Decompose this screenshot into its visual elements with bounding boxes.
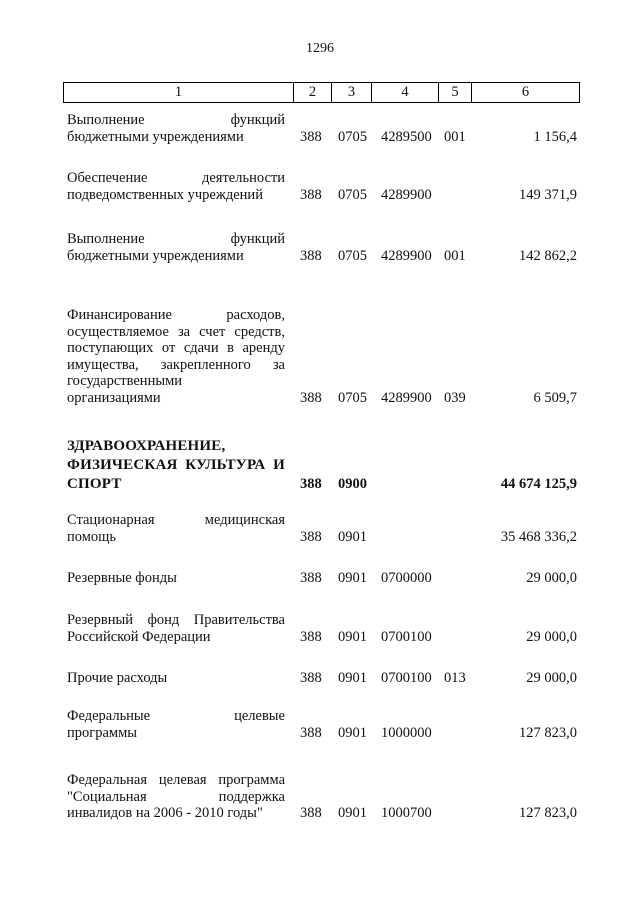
row-description-line: Прочие расходы: [67, 670, 168, 686]
cell-c4: 0700100: [381, 628, 432, 645]
row-description-line: программы: [67, 724, 137, 741]
row-description-line: ЗДРАВООХРАНЕНИЕ,: [67, 438, 226, 454]
row-codes: [0, 725, 640, 742]
cell-c6: 1 156,4: [533, 128, 577, 145]
cell-c3: 0901: [338, 670, 367, 686]
row-description-line: Выполнение функций: [67, 231, 285, 247]
row-description-line: Российской Федерации: [67, 628, 211, 645]
row-description-line: Финансирование расходов,: [67, 307, 285, 323]
cell-c3: 0901: [338, 628, 367, 645]
row-description-line: Резервный фонд Правительства: [67, 612, 285, 628]
column-header-4: 4: [372, 83, 439, 103]
row-codes: [0, 805, 640, 822]
row-codes: [0, 248, 640, 265]
cell-c4: 0700000: [381, 570, 432, 586]
row-codes: [0, 129, 640, 146]
cell-c4: 1000000: [381, 724, 432, 741]
row-description-line: бюджетными учреждениями: [67, 247, 244, 264]
cell-c2: 388: [300, 570, 322, 586]
cell-c4: 4289900: [381, 247, 432, 264]
row-description-line: Федеральные целевые: [67, 708, 285, 724]
cell-c6: 29 000,0: [526, 628, 577, 645]
cell-c3: 0901: [338, 528, 367, 545]
cell-c2: 388: [300, 389, 322, 406]
cell-c3: 0901: [338, 805, 367, 821]
cell-c6: 127 823,0: [519, 724, 577, 741]
cell-c3: 0705: [338, 247, 367, 264]
row-description-line: Резервные фонды: [67, 570, 177, 586]
row-description-line: СПОРТ: [67, 476, 122, 492]
row-description-line: Выполнение функций: [67, 112, 285, 128]
column-header-row: [64, 83, 580, 103]
cell-c2: 388: [300, 476, 322, 492]
cell-c6: 44 674 125,9: [500, 476, 577, 492]
cell-c3: 0705: [338, 128, 367, 145]
cell-c4: 4289900: [381, 186, 432, 203]
column-header-5: 5: [439, 83, 472, 103]
page-number: 1296: [306, 41, 334, 56]
cell-c2: 388: [300, 128, 322, 145]
row-description-line: ФИЗИЧЕСКАЯ КУЛЬТУРА И: [67, 457, 285, 473]
row-description-line: Стационарная медицинская: [67, 512, 285, 528]
cell-c5: 013: [444, 670, 466, 686]
cell-c2: 388: [300, 670, 322, 686]
row-codes: [0, 670, 640, 687]
cell-c5: 039: [444, 389, 466, 406]
cell-c2: 388: [300, 628, 322, 645]
cell-c2: 388: [300, 186, 322, 203]
row-codes: [0, 475, 640, 492]
row-description-line: помощь: [67, 528, 116, 545]
cell-c3: 0901: [338, 570, 367, 586]
cell-c2: 388: [300, 805, 322, 821]
row-codes: [0, 629, 640, 646]
row-description-line: осуществляемое за счет средств,: [67, 323, 285, 340]
cell-c3: 0901: [338, 724, 367, 741]
cell-c4: 4289500: [381, 128, 432, 145]
row-description-line: бюджетными учреждениями: [67, 128, 244, 145]
row-codes: [0, 570, 640, 587]
row-description-line: поступающих от сдачи в аренду: [67, 340, 285, 356]
row-description-line: подведомственных учреждений: [67, 186, 263, 203]
cell-c3: 0900: [338, 476, 367, 492]
cell-c2: 388: [300, 247, 322, 264]
cell-c6: 127 823,0: [519, 805, 577, 821]
column-header-6: 6: [472, 83, 580, 103]
cell-c3: 0705: [338, 389, 367, 406]
row-description-line: организациями: [67, 389, 161, 406]
column-header-3: 3: [332, 83, 372, 103]
cell-c5: 001: [444, 247, 466, 264]
cell-c2: 388: [300, 528, 322, 545]
row-description-line: Федеральная целевая программа: [67, 772, 285, 788]
row-codes: [0, 390, 640, 407]
cell-c4: 1000700: [381, 805, 432, 821]
cell-c6: 29 000,0: [526, 670, 577, 686]
column-header-table: [63, 82, 580, 103]
cell-c4: 0700100: [381, 670, 432, 686]
cell-c3: 0705: [338, 186, 367, 203]
row-description-line: Обеспечение деятельности: [67, 170, 285, 186]
row-description-line: "Социальная поддержка: [67, 788, 285, 805]
row-codes: [0, 187, 640, 204]
row-description-line: государственными: [67, 373, 183, 389]
cell-c6: 29 000,0: [526, 570, 577, 586]
cell-c4: 4289900: [381, 389, 432, 406]
cell-c2: 388: [300, 724, 322, 741]
cell-c6: 6 509,7: [533, 389, 577, 406]
cell-c6: 149 371,9: [519, 186, 577, 203]
column-header-1: 1: [64, 83, 294, 103]
row-description-line: имущества, закрепленного за: [67, 356, 285, 373]
row-description-line: инвалидов на 2006 - 2010 годы": [67, 805, 263, 821]
cell-c6: 142 862,2: [519, 247, 577, 264]
column-header-2: 2: [294, 83, 332, 103]
cell-c5: 001: [444, 128, 466, 145]
row-codes: [0, 529, 640, 546]
cell-c6: 35 468 336,2: [500, 528, 577, 545]
